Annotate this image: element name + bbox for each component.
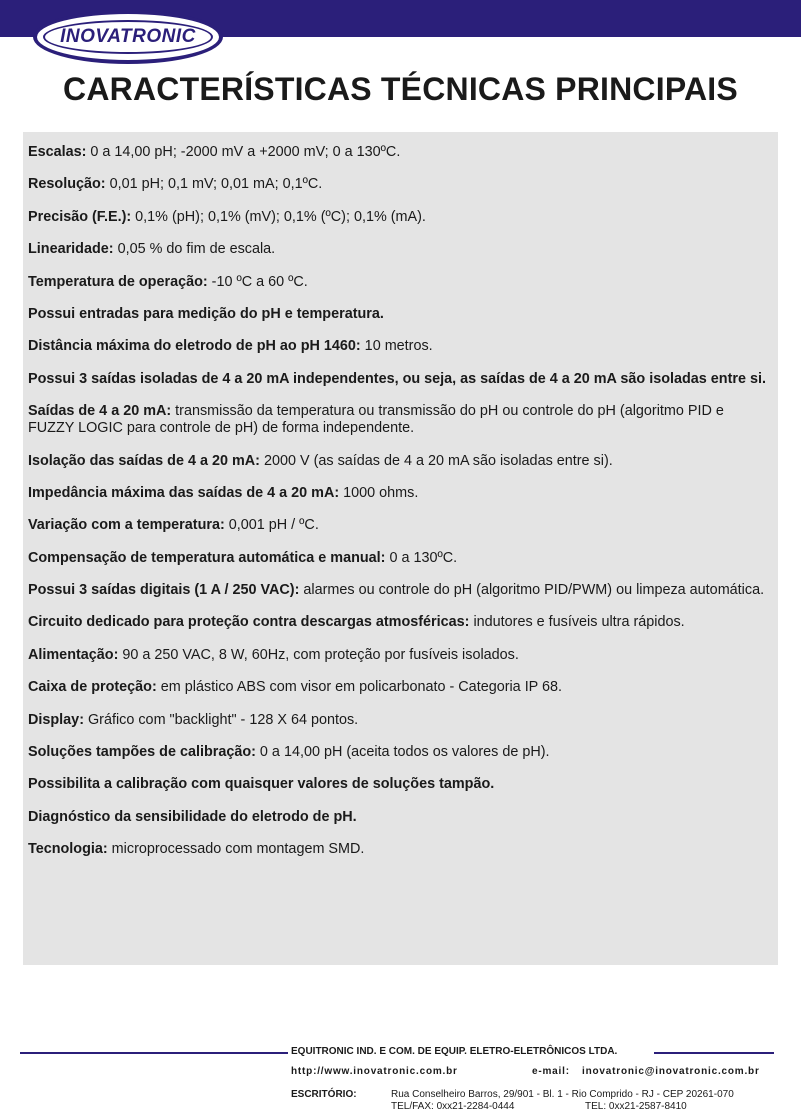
company-name: EQUITRONIC IND. E COM. DE EQUIP. ELETRO-ELETRÔNICOS LTDA. [291, 1046, 618, 1057]
spec-item [28, 744, 770, 761]
spec-item [28, 176, 770, 193]
spec-label: Variação com a temperatura: [28, 517, 225, 534]
logo-ellipse [43, 20, 213, 54]
spec-value: 0,1% (pH); 0,1% (mV); 0,1% (ºC); 0,1% (mA). [131, 208, 426, 225]
spec-label: Possibilita a calibração com quaisquer valores de soluções tampão. [28, 776, 495, 793]
brand-logo [33, 10, 223, 64]
spec-value: 0 a 14,00 pH; -2000 mV a +2000 mV; 0 a 130ºC. [86, 144, 401, 160]
spec-item [28, 841, 770, 858]
spec-item [28, 485, 770, 502]
spec-value: 10 metros. [360, 338, 433, 355]
email-link[interactable]: inovatronic@inovatronic.com.br [582, 1066, 760, 1077]
spec-value: -10 ºC a 60 ºC. [207, 273, 308, 290]
spec-item [28, 144, 770, 161]
website-link[interactable]: http://www.inovatronic.com.br [291, 1066, 458, 1077]
spec-label: Escalas: [28, 144, 87, 160]
spec-label: Circuito dedicado para proteção contra descargas atmosféricas: [28, 614, 470, 631]
logo-text: INOVATRONIC [60, 26, 196, 47]
spec-label: Resolução: [28, 176, 106, 193]
spec-item [28, 517, 770, 534]
spec-item [28, 306, 770, 323]
spec-item [28, 453, 770, 470]
spec-label: Tecnologia: [28, 841, 108, 858]
spec-label: Compensação de temperatura automática e manual: [28, 549, 386, 566]
spec-label: Precisão (F.E.): [28, 208, 132, 225]
spec-label: Possui 3 saídas isoladas de 4 a 20 mA independentes, ou seja, as saídas de 4 a 20 mA são isoladas entre si. [28, 370, 766, 387]
spec-label: Alimentação: [28, 646, 119, 663]
spec-value: transmissão da temperatura ou transmissão do pH ou controle do pH (algoritmo PID e FUZZY LOGIC para controle de pH) de forma independente. [28, 403, 724, 437]
spec-value: 90 a 250 VAC, 8 W, 60Hz, com proteção por fusíveis isolados. [118, 646, 519, 663]
spec-item [28, 371, 770, 388]
spec-label: Soluções tampões de calibração: [28, 744, 256, 761]
spec-value: Gráfico com "backlight" - 128 X 64 pontos. [83, 711, 359, 728]
tel: TEL: 0xx21-2587-8410 [585, 1101, 687, 1112]
spec-item [28, 274, 770, 291]
spec-item [28, 550, 770, 567]
spec-item [28, 776, 770, 793]
spec-item [28, 614, 770, 631]
spec-label: Isolação das saídas de 4 a 20 mA: [28, 452, 260, 469]
spec-value: 0 a 130ºC. [385, 549, 458, 566]
spec-value: 0 a 14,00 pH (aceita todos os valores de pH). [255, 744, 550, 761]
office-label: ESCRITÓRIO: [291, 1089, 357, 1100]
spec-item [28, 241, 770, 258]
spec-label: Possui 3 saídas digitais (1 A / 250 VAC): [28, 582, 300, 599]
spec-value: indutores e fusíveis ultra rápidos. [469, 614, 685, 631]
spec-item [28, 809, 770, 826]
spec-label: Possui entradas para medição do pH e temperatura. [28, 305, 384, 322]
spec-label: Diagnóstico da sensibilidade do eletrodo de pH. [28, 808, 357, 825]
office-address: Rua Conselheiro Barros, 29/901 - Bl. 1 - Rio Comprido - RJ - CEP 20261-070 [391, 1089, 734, 1100]
spec-value: 2000 V (as saídas de 4 a 20 mA são isoladas entre si). [259, 452, 613, 469]
spec-label: Linearidade: [28, 241, 114, 258]
spec-value: 0,05 % do fim de escala. [113, 241, 276, 258]
spec-value: alarmes ou controle do pH (algoritmo PID/PWM) ou limpeza automática. [299, 582, 765, 599]
footer-divider-left [20, 1052, 288, 1054]
spec-value: 0,001 pH / ºC. [224, 517, 319, 534]
spec-item [28, 647, 770, 664]
page-title: CARACTERÍSTICAS TÉCNICAS PRINCIPAIS [63, 71, 738, 107]
spec-value: 0,01 pH; 0,1 mV; 0,01 mA; 0,1ºC. [105, 176, 323, 193]
spec-label: Caixa de proteção: [28, 679, 157, 696]
spec-value: 1000 ohms. [339, 484, 419, 501]
spec-item [28, 582, 770, 599]
spec-value: microprocessado com montagem SMD. [107, 841, 365, 858]
spec-item [28, 403, 770, 437]
spec-item [28, 679, 770, 696]
spec-value: em plástico ABS com visor em policarbonato - Categoria IP 68. [156, 679, 563, 696]
specs-panel [23, 132, 778, 965]
spec-item [28, 338, 770, 355]
spec-label: Display: [28, 711, 84, 728]
spec-label: Impedância máxima das saídas de 4 a 20 mA: [28, 484, 340, 501]
spec-item [28, 712, 770, 729]
spec-label: Saídas de 4 a 20 mA: [28, 403, 172, 420]
spec-label: Distância máxima do eletrodo de pH ao pH 1460: [28, 338, 361, 355]
email-label: e-mail: [532, 1066, 570, 1077]
spec-label: Temperatura de operação: [28, 273, 208, 290]
spec-item [28, 209, 770, 226]
tel-fax: TEL/FAX: 0xx21-2284-0444 [391, 1101, 515, 1112]
spec-list [28, 144, 770, 858]
footer-divider-right [654, 1052, 774, 1054]
